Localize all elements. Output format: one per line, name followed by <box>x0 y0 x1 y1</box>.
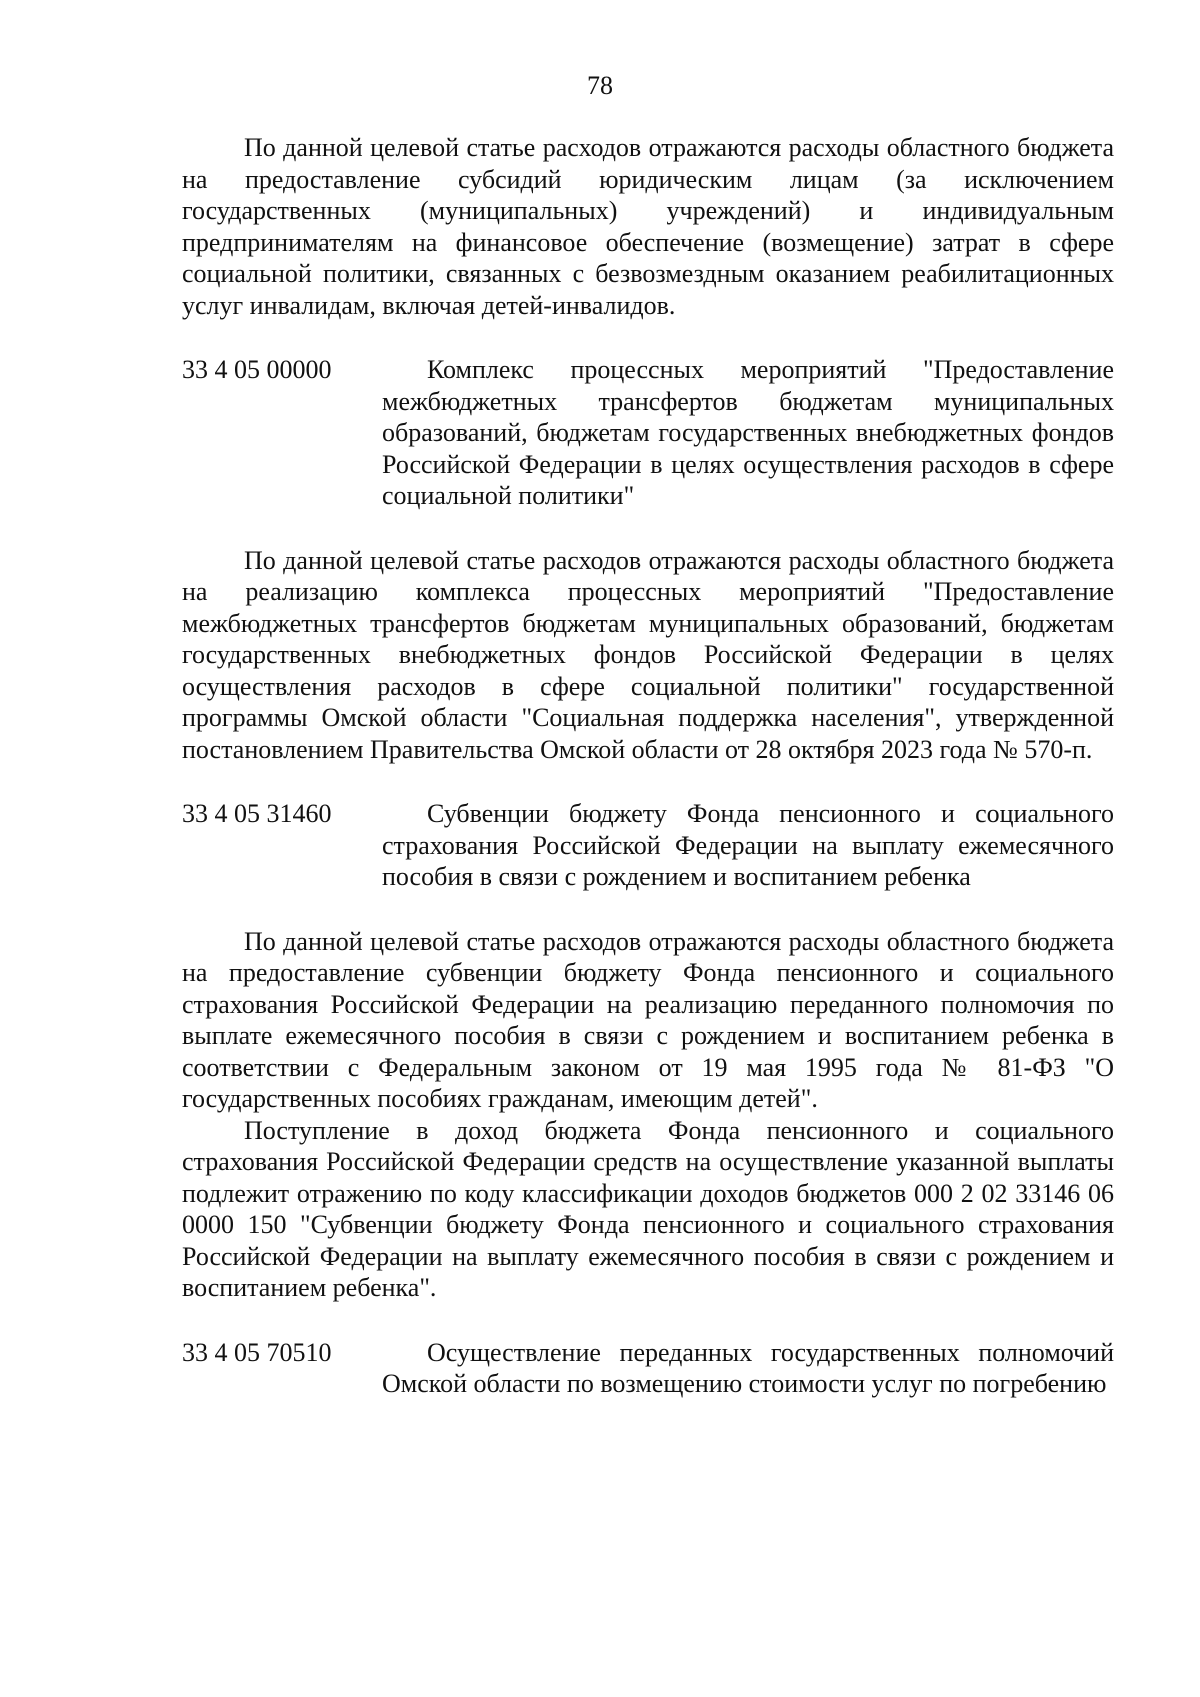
classification-code: 33 4 05 00000 <box>182 355 332 384</box>
classification-title: Комплекс процессных мероприятий "Предоставление межбюджетных трансфертов бюджетам муниципальных образований, бюджетам государственных внебюджетных фондов Российской Федерации в целях осуществления расходов в сфере социальной политики" <box>382 355 1114 510</box>
code-entry-33-4-05-00000 <box>182 354 1114 512</box>
classification-code: 33 4 05 31460 <box>182 799 332 828</box>
classification-code: 33 4 05 70510 <box>182 1337 332 1367</box>
classification-title: Осуществление переданных государственных полномочий Омской области по возмещению стоимости услуг по погребению <box>382 1337 1114 1398</box>
paragraph-complex-measures: По данной целевой статье расходов отражаются расходы областного бюджета на реализацию комплекса процессных мероприятий "Предоставление межбюджетных трансфертов бюджетам муниципальных образований, бюджетам государственных внебюджетных фондов Российской Федерации в целях осуществления расходов в сфере социальной политики" государственной программы Омской области "Социальная поддержка населения", утвержденной постановлением Правительства Омской области от 28 октября 2023 года № 570-п. <box>182 545 1114 764</box>
paragraph-subsidies-rehabilitation: По данной целевой статье расходов отражаются расходы областного бюджета на предоставление субсидий юридическим лицам (за исключением государственных (муниципальных) учреждений) и индивидуальным предпринимателям на финансовое обеспечение (возмещение) затрат в сфере социальной политики, связанных с безвозмездным оказанием реабилитационных услуг инвалидам, включая детей-инвалидов. <box>182 133 1114 320</box>
page-number: 78 <box>587 71 613 100</box>
spacer <box>182 893 1114 926</box>
paragraph-subvention-description: По данной целевой статье расходов отражаются расходы областного бюджета на предоставление субвенции бюджету Фонда пенсионного и социального страхования Российской Федерации на реализацию переданного полномочия по выплате ежемесячного пособия в связи с рождением и воспитанием ребенка в соответствии с Федеральным законом от 19 мая 1995 года № 81-ФЗ "О государственных пособиях гражданам, имеющим детей". <box>182 926 1114 1113</box>
code-entry-33-4-05-31460 <box>182 798 1114 893</box>
spacer <box>182 512 1114 545</box>
classification-title: Субвенции бюджету Фонда пенсионного и социального страхования Российской Федерации на выплату ежемесячного пособия в связи с рождением и воспитанием ребенка <box>382 799 1114 891</box>
spacer <box>182 765 1114 798</box>
page-content <box>182 132 1114 1400</box>
code-entry-33-4-05-70510 <box>182 1337 1114 1400</box>
spacer <box>182 1304 1114 1337</box>
spacer <box>182 321 1114 354</box>
paragraph-revenue-code: Поступление в доход бюджета Фонда пенсионного и социального страхования Российской Федерации средств на осуществление указанной выплаты подлежит отражению по коду классификации доходов бюджетов 000 2 02 33146 06 0000 150 "Субвенции бюджету Фонда пенсионного и социального страхования Российской Федерации на выплату ежемесячного пособия в связи с рождением и воспитанием ребенка". <box>182 1115 1114 1302</box>
